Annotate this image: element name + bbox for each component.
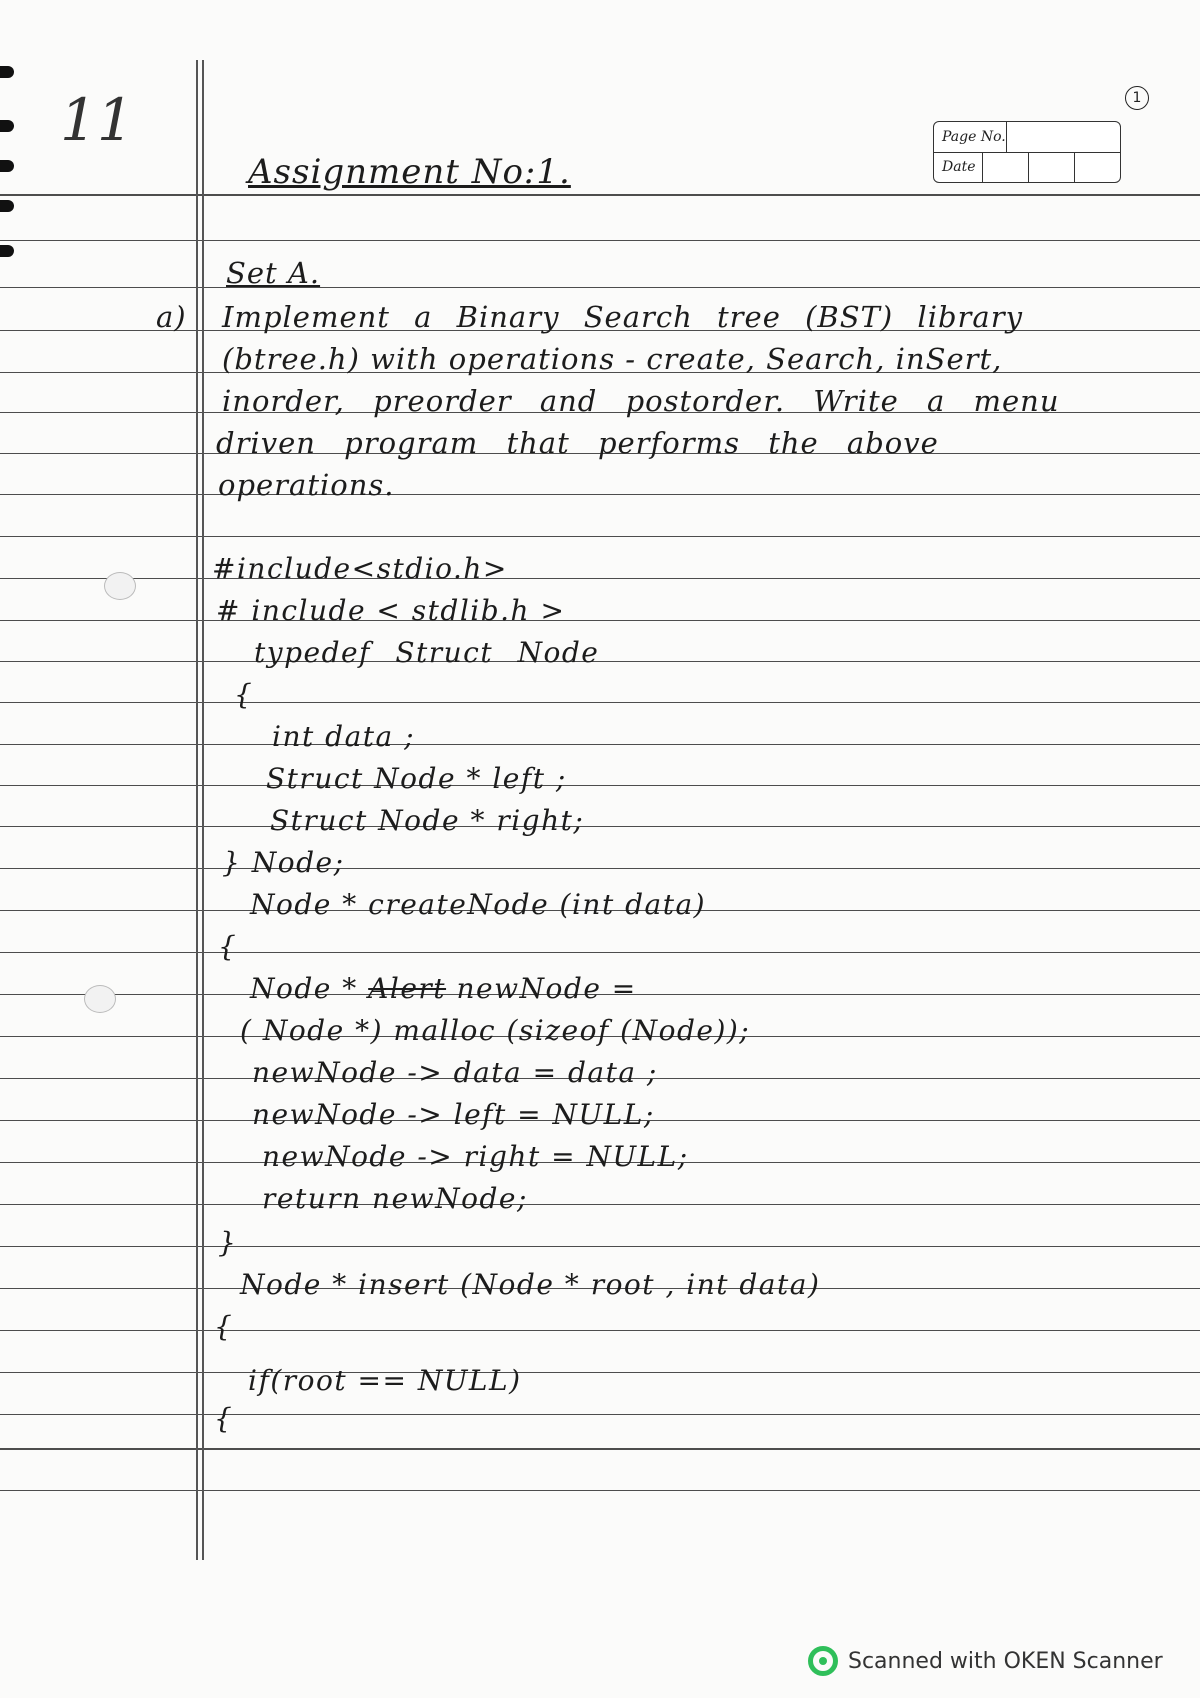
- code-token: newNode =: [456, 972, 637, 1005]
- punch-hole: [104, 572, 136, 600]
- ruled-line: [0, 868, 1200, 869]
- code-line: [250, 972, 637, 1005]
- question-number: a): [156, 300, 187, 334]
- ruled-line: [0, 1246, 1200, 1247]
- ruled-line: [0, 1448, 1200, 1450]
- scanner-logo-icon: [808, 1646, 838, 1676]
- ruled-line: [0, 702, 1200, 703]
- ruled-line: [0, 826, 1200, 827]
- date-label: Date: [942, 159, 976, 175]
- page-number: 1: [1125, 86, 1149, 110]
- ruled-line: [0, 194, 1200, 196]
- code-line: newNode -> left = NULL;: [252, 1098, 655, 1131]
- scanner-watermark-text: Scanned with OKEN Scanner: [848, 1648, 1163, 1674]
- assignment-title: Assignment No:1.: [248, 152, 571, 192]
- set-label: Set A.: [226, 256, 321, 290]
- ruled-line: [0, 661, 1200, 662]
- code-line: newNode -> right = NULL;: [262, 1140, 689, 1173]
- page-date-box: [933, 121, 1121, 183]
- ruled-line: [0, 952, 1200, 953]
- code-line: }: [218, 1226, 238, 1259]
- margin-line: [196, 60, 198, 1560]
- code-line: } Node;: [222, 846, 345, 879]
- ruled-line: [0, 620, 1200, 621]
- code-line: typedef Struct Node: [254, 636, 600, 669]
- code-line: {: [234, 678, 254, 711]
- code-line: ( Node *) malloc (sizeof (Node));: [240, 1014, 751, 1047]
- code-line: Node * insert (Node * root , int data): [240, 1268, 821, 1301]
- question-line: operations.: [218, 468, 395, 502]
- code-line: Node * createNode (int data): [250, 888, 707, 921]
- ruled-line: [0, 1330, 1200, 1331]
- spiral-mark: [0, 120, 14, 132]
- margin-mark: 11: [60, 86, 134, 154]
- code-line: newNode -> data = data ;: [252, 1056, 658, 1089]
- ruled-line: [0, 240, 1200, 241]
- spiral-mark: [0, 200, 14, 212]
- code-line: {: [218, 930, 238, 963]
- spiral-mark: [0, 160, 14, 172]
- code-line: Struct Node * right;: [270, 804, 585, 837]
- ruled-line: [0, 578, 1200, 579]
- ruled-line: [0, 287, 1200, 288]
- code-line: int data ;: [272, 720, 416, 753]
- punch-hole: [84, 985, 116, 1013]
- ruled-line: [0, 1414, 1200, 1415]
- code-line: Struct Node * left ;: [266, 762, 567, 795]
- scanner-watermark: [808, 1644, 1163, 1678]
- ruled-line: [0, 494, 1200, 495]
- ruled-line: [0, 1204, 1200, 1205]
- question-line: (btree.h) with operations - create, Search, inSert,: [222, 342, 1003, 376]
- code-line: {: [214, 1402, 234, 1435]
- margin-line: [202, 60, 204, 1560]
- struck-word: Alert: [368, 972, 447, 1005]
- spiral-mark: [0, 245, 14, 257]
- code-line: #include<stdio.h>: [212, 552, 508, 585]
- ruled-line: [0, 536, 1200, 537]
- ruled-line: [0, 785, 1200, 786]
- ruled-line: [0, 1490, 1200, 1491]
- question-line: driven program that performs the above: [216, 426, 939, 460]
- code-line: return newNode;: [262, 1182, 528, 1215]
- question-line: Implement a Binary Search tree (BST) library: [222, 300, 1023, 334]
- ruled-line: [0, 744, 1200, 745]
- code-line: # include < stdlib.h >: [216, 594, 566, 627]
- code-token: Node *: [250, 972, 358, 1005]
- spiral-mark: [0, 66, 14, 78]
- code-line: if(root == NULL): [248, 1364, 522, 1397]
- code-line: {: [214, 1310, 234, 1343]
- question-line: inorder, preorder and postorder. Write a menu: [222, 384, 1060, 418]
- page-no-label: Page No.: [942, 129, 1006, 145]
- ruled-line: [0, 1372, 1200, 1373]
